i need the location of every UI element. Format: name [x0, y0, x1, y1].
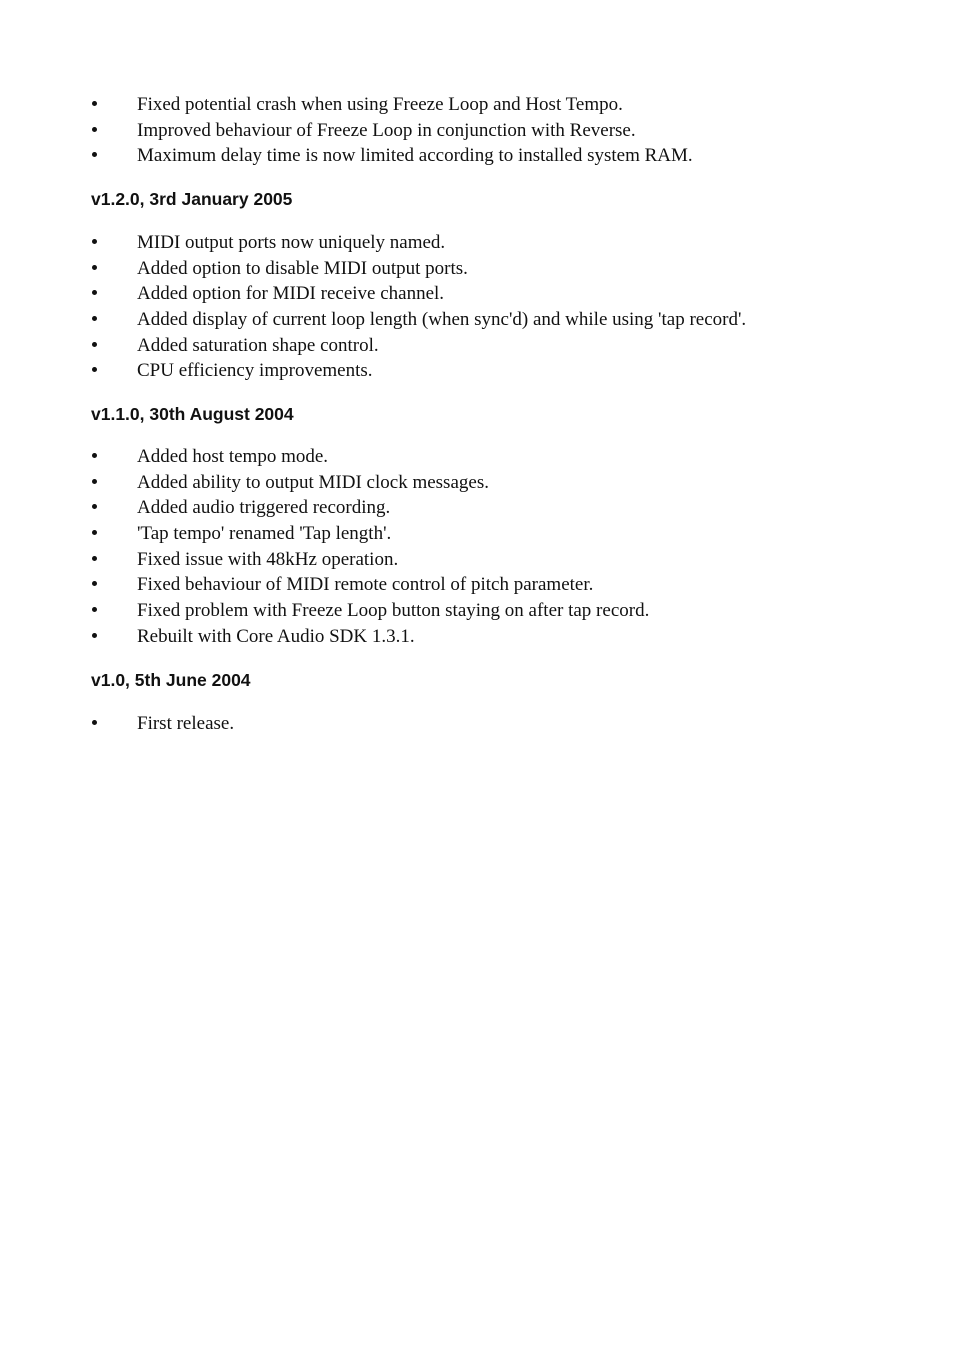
list-item: Added audio triggered recording.: [0, 497, 954, 523]
list-item: Added display of current loop length (when sync'd) and while using 'tap record'.: [0, 309, 954, 335]
version-heading: v1.1.0, 30th August 2004: [91, 404, 294, 424]
bullet-icon: [92, 633, 97, 638]
change-list: [0, 446, 954, 652]
bullet-icon: [92, 342, 97, 347]
bullet-icon: [92, 367, 97, 372]
list-item: Improved behaviour of Freeze Loop in conjunction with Reverse.: [0, 120, 954, 146]
bullet-icon: [92, 265, 97, 270]
bullet-icon: [92, 504, 97, 509]
bullet-icon: [92, 479, 97, 484]
bullet-icon: [92, 720, 97, 725]
list-item: Fixed issue with 48kHz operation.: [0, 549, 954, 575]
list-item: 'Tap tempo' renamed 'Tap length'.: [0, 523, 954, 549]
bullet-icon: [92, 581, 97, 586]
bullet-icon: [92, 127, 97, 132]
change-list: [0, 94, 954, 171]
bullet-icon: [92, 316, 97, 321]
list-item: Fixed behaviour of MIDI remote control of pitch parameter.: [0, 574, 954, 600]
list-item: Maximum delay time is now limited according to installed system RAM.: [0, 145, 954, 171]
list-item: Added ability to output MIDI clock messages.: [0, 472, 954, 498]
bullet-icon: [92, 239, 97, 244]
bullet-icon: [92, 607, 97, 612]
change-list: [0, 713, 954, 739]
list-item: Added option to disable MIDI output ports.: [0, 258, 954, 284]
bullet-icon: [92, 530, 97, 535]
bullet-icon: [92, 453, 97, 458]
list-item: Rebuilt with Core Audio SDK 1.3.1.: [0, 626, 954, 652]
list-item: CPU efficiency improvements.: [0, 360, 954, 386]
bullet-icon: [92, 152, 97, 157]
version-heading: v1.2.0, 3rd January 2005: [91, 189, 293, 209]
bullet-icon: [92, 290, 97, 295]
list-item: MIDI output ports now uniquely named.: [0, 232, 954, 258]
list-item: Fixed potential crash when using Freeze Loop and Host Tempo.: [0, 94, 954, 120]
version-heading: v1.0, 5th June 2004: [91, 670, 251, 690]
change-list: [0, 232, 954, 386]
bullet-icon: [92, 556, 97, 561]
list-item: Added saturation shape control.: [0, 335, 954, 361]
list-item: Fixed problem with Freeze Loop button staying on after tap record.: [0, 600, 954, 626]
list-item: First release.: [0, 713, 954, 739]
bullet-icon: [92, 101, 97, 106]
list-item: Added option for MIDI receive channel.: [0, 283, 954, 309]
list-item: Added host tempo mode.: [0, 446, 954, 472]
